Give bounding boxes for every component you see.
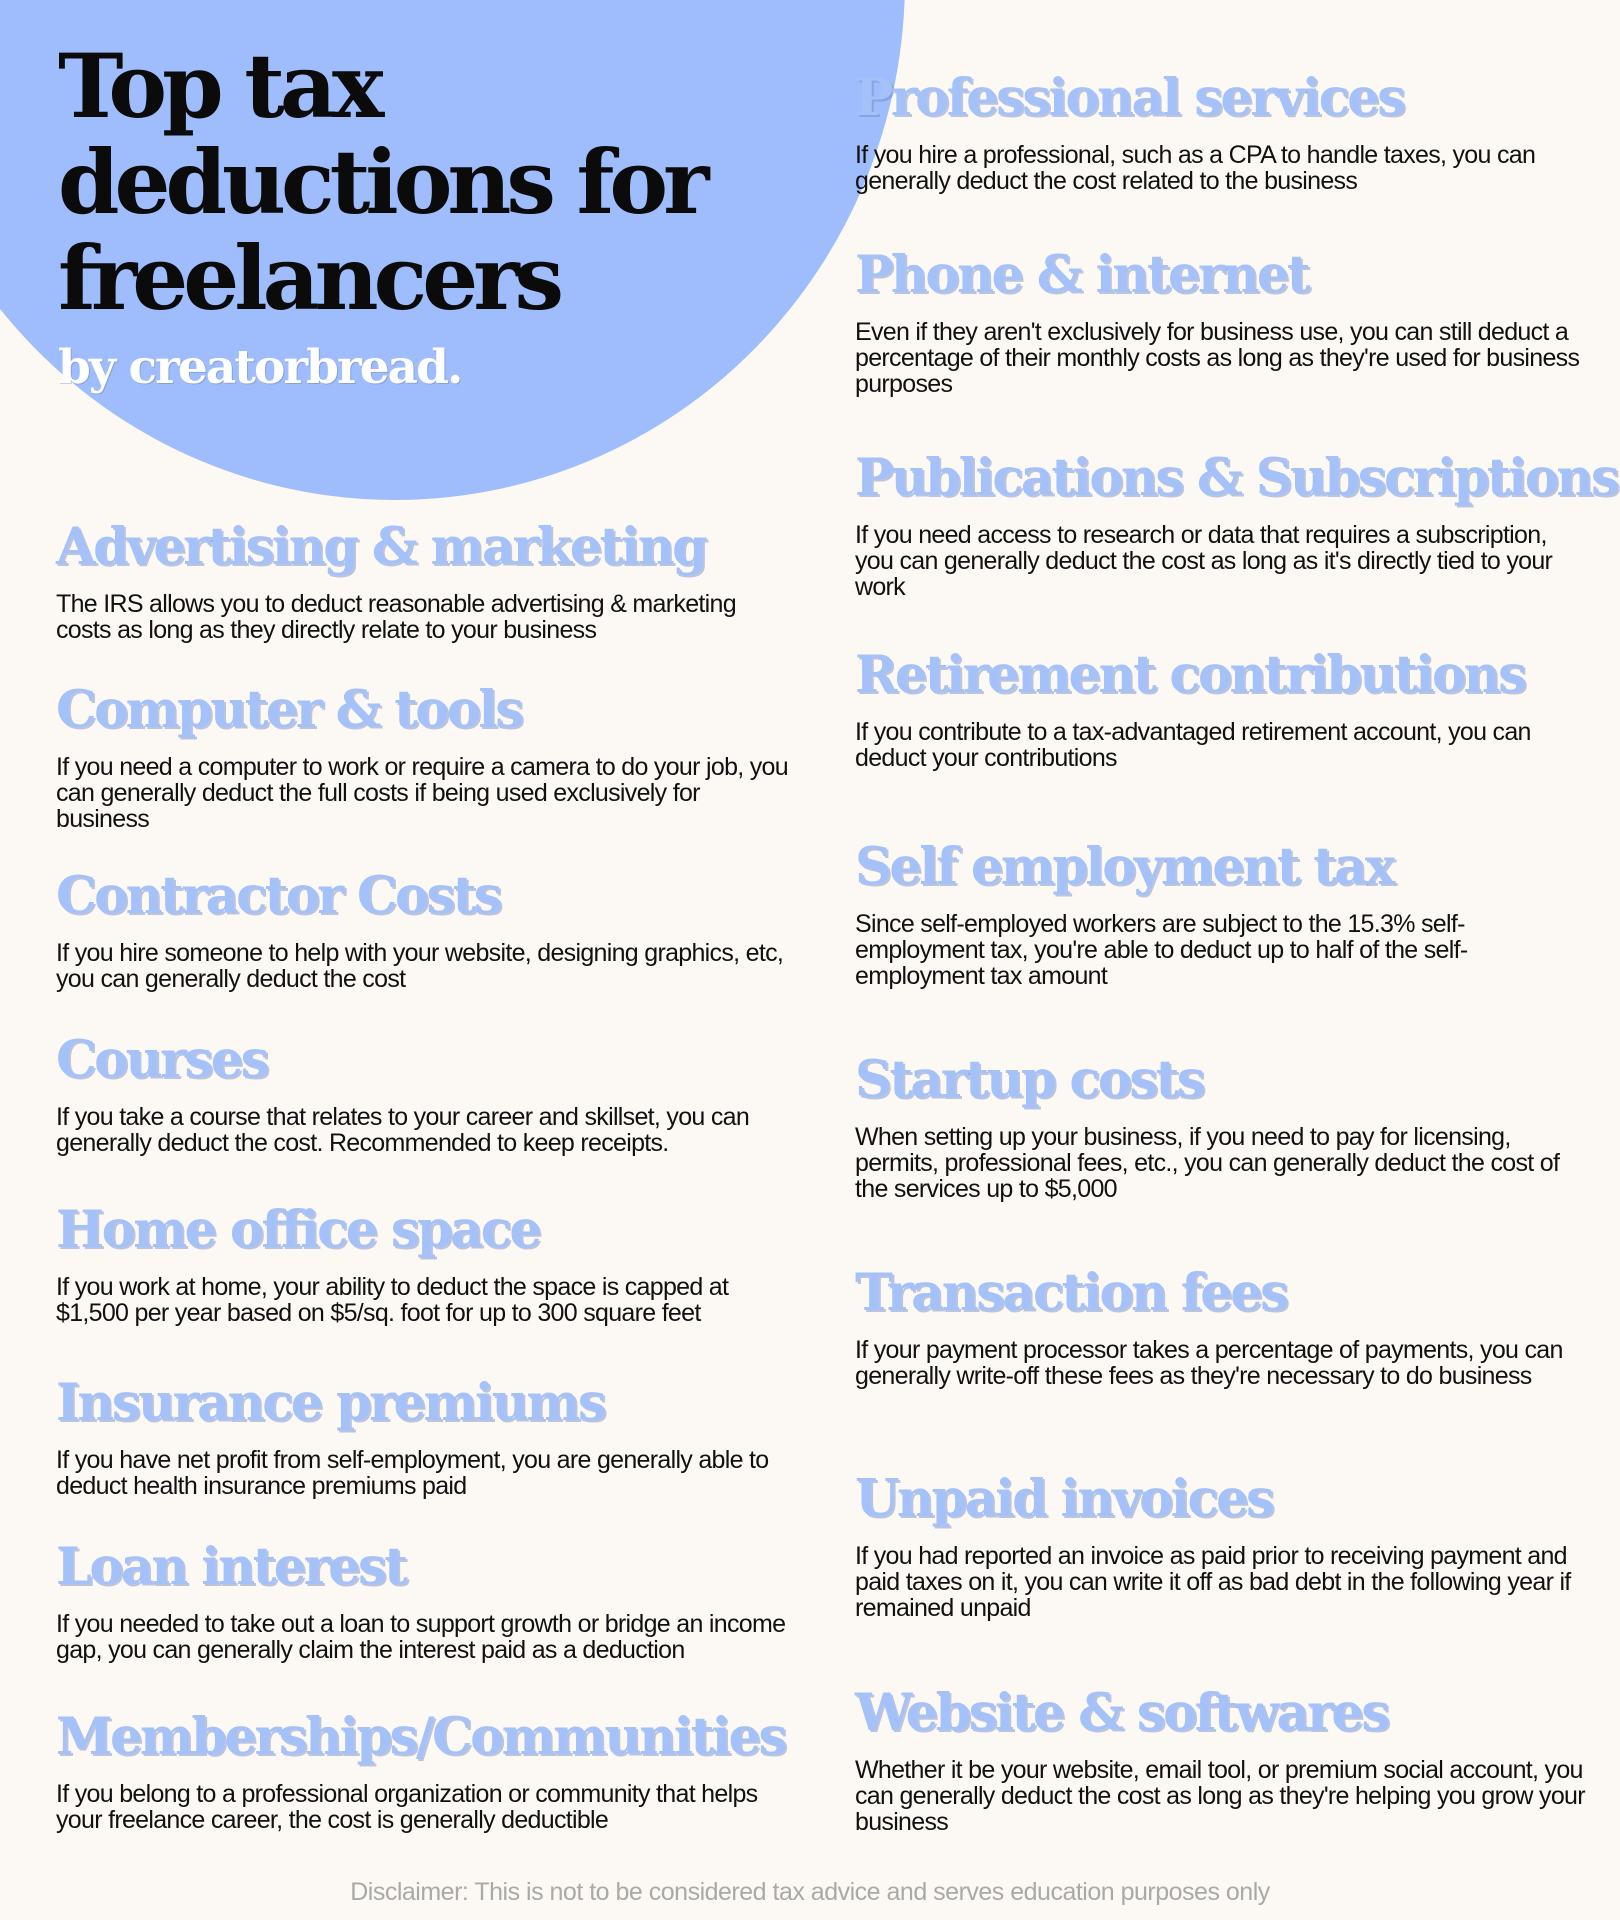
deduction-description: If you hire someone to help with your website, designing graphics, etc, you can generally deduct the cost (56, 939, 784, 993)
deduction-description: If you have net profit from self-employment, you are generally able to deduct health insurance premiums paid (56, 1446, 769, 1500)
deduction-description: If you need access to research or data that requires a subscription, you can generally deduct the cost as long as it's directly tied to your work (855, 521, 1553, 601)
deduction-title: Insurance premiums (56, 1373, 605, 1433)
deduction-self-employment-tax (855, 837, 1585, 989)
deduction-courses (56, 1030, 796, 1156)
deduction-computer-tools (56, 680, 796, 832)
deduction-title: Phone & internet (855, 245, 1308, 305)
deduction-description: If you had reported an invoice as paid prior to receiving payment and paid taxes on it, you can write it off as bad debt in the following year if remained unpaid (855, 1542, 1571, 1622)
deduction-transaction-fees (855, 1263, 1585, 1389)
deduction-title: Advertising & marketing (56, 517, 706, 577)
deduction-description: If your payment processor takes a percentage of payments, you can generally write-off these fees as they're necessary to do business (855, 1336, 1563, 1390)
deduction-startup-costs (855, 1050, 1585, 1202)
deduction-description: Even if they aren't exclusively for business use, you can still deduct a percentage of their monthly costs as long as they're used for business purposes (855, 318, 1580, 398)
deduction-description: When setting up your business, if you need to pay for licensing, permits, professional fees, etc., you can generally deduct the cost of the services up to $5,000 (855, 1123, 1560, 1203)
deduction-title: Loan interest (56, 1537, 406, 1597)
deduction-title: Unpaid invoices (855, 1469, 1273, 1529)
deduction-phone-internet (855, 245, 1585, 397)
deduction-retirement-contributions (855, 645, 1585, 771)
deduction-description: If you needed to take out a loan to support growth or bridge an income gap, you can generally claim the interest paid as a deduction (56, 1610, 786, 1664)
deduction-description: If you contribute to a tax-advantaged retirement account, you can deduct your contributions (855, 718, 1531, 772)
deduction-professional-services (855, 68, 1585, 194)
deduction-title: Computer & tools (56, 680, 522, 740)
deduction-title: Transaction fees (855, 1263, 1287, 1323)
deduction-loan-interest (56, 1537, 796, 1663)
deduction-contractor-costs (56, 866, 796, 992)
deduction-description: Since self-employed workers are subject to the 15.3% self-employment tax, you're able to deduct up to half of the self-employment tax amount (855, 910, 1468, 990)
deduction-title: Self employment tax (855, 837, 1393, 897)
byline: by creatorbread. (58, 340, 462, 395)
deduction-description: If you take a course that relates to your career and skillset, you can generally deduct the cost. Recommended to keep receipts. (56, 1103, 750, 1157)
deduction-title: Courses (56, 1030, 267, 1090)
deduction-title: Contractor Costs (56, 866, 501, 926)
deduction-description: Whether it be your website, email tool, or premium social account, you can generally deduct the cost as long as they're helping you grow your business (855, 1756, 1585, 1836)
deduction-memberships (56, 1707, 796, 1833)
deduction-title: Professional services (855, 68, 1404, 128)
deduction-title: Retirement contributions (855, 645, 1525, 705)
deduction-title: Home office space (56, 1200, 540, 1260)
deduction-title: Website & softwares (855, 1683, 1388, 1743)
deduction-description: If you need a computer to work or require a camera to do your job, you can generally deduct the full costs if being used exclusively for business (56, 753, 788, 833)
deduction-advertising-marketing (56, 517, 796, 643)
title-line-3: freelancers (58, 226, 560, 330)
deduction-description: If you work at home, your ability to deduct the space is capped at $1,500 per year based on $5/sq. foot for up to 300 square feet (56, 1273, 729, 1327)
deduction-title: Startup costs (855, 1050, 1203, 1110)
deduction-description: The IRS allows you to deduct reasonable advertising & marketing costs as long as they directly relate to your business (56, 590, 736, 644)
deduction-description: If you hire a professional, such as a CPA to handle taxes, you can generally deduct the cost related to the business (855, 141, 1536, 195)
deduction-insurance-premiums (56, 1373, 796, 1499)
page-title (58, 34, 778, 330)
deduction-title: Publications & Subscriptions (855, 448, 1618, 508)
disclaimer: Disclaimer: This is not to be considered tax advice and serves education purposes only (350, 1878, 1270, 1906)
deduction-title: Memberships/Communities (56, 1707, 785, 1767)
title-block (58, 34, 778, 395)
title-line-2: deductions for (58, 130, 705, 234)
deduction-home-office (56, 1200, 796, 1326)
deduction-publications-subscriptions (855, 448, 1618, 601)
title-line-1: Top tax (58, 34, 380, 138)
deduction-website-softwares (855, 1683, 1585, 1835)
deduction-unpaid-invoices (855, 1469, 1585, 1621)
deduction-description: If you belong to a professional organization or community that helps your freelance career, the cost is generally deductible (56, 1780, 758, 1834)
